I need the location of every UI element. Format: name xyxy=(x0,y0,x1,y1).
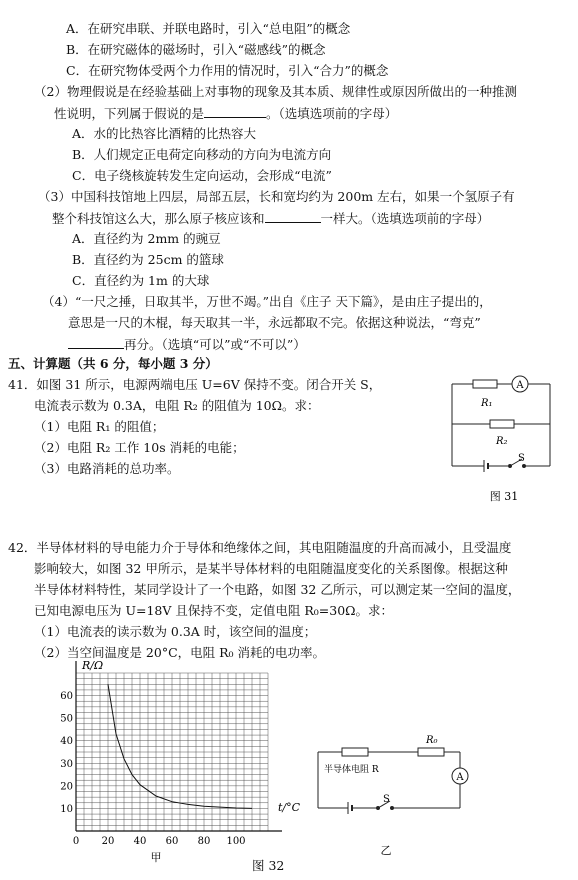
q2-option-b: B．人们规定正电荷定向移动的方向为电流方向 xyxy=(72,147,332,162)
y-tick-label: 10 xyxy=(60,803,73,815)
y-tick-label: 60 xyxy=(60,691,73,703)
y-tick-label: 30 xyxy=(60,758,73,770)
section-title: 五、计算题（共 6 分，每小题 3 分） xyxy=(8,356,218,371)
q4-line3-text: 再分。（选填“可以”或“不可以”） xyxy=(124,337,306,352)
q41-sub2: （2）电阻 R₂ 工作 10s 消耗的电能； xyxy=(34,440,245,455)
q42-sub2: （2）当空间温度是 20°C，电阻 R₀ 消耗的电功率。 xyxy=(34,645,326,660)
q42-line2: 影响较大，如图 32 甲所示，是某半导体材料的电阻随温度变化的关系图像。根据这种 xyxy=(34,561,508,576)
ammeter-label: A xyxy=(516,380,524,391)
q3-stem-text-b: 一样大。（选填选项前的字母） xyxy=(320,211,490,226)
sub-figure-a-label: 甲 xyxy=(150,851,162,864)
x-tick-label: 0 xyxy=(72,836,80,847)
semiconductor-resistor xyxy=(342,748,368,756)
semiconductor-label: 半导体电阻 R xyxy=(324,765,379,775)
x-tick-label: 100 xyxy=(226,836,246,847)
q1-option-c: C．在研究物体受两个力作用的情况时，引入“合力”的概念 xyxy=(66,63,389,78)
q41-sub1: （1）电阻 R₁ 的阻值； xyxy=(34,419,165,434)
q2-answer-blank[interactable] xyxy=(204,105,266,118)
q42-line1: 42．半导体材料的导电能力介于导体和绝缘体之间，其电阻随温度的升高而减小，且受温度 xyxy=(8,540,512,555)
figure-32-caption: 图 32 xyxy=(252,858,285,873)
q42-sub1: （1）电流表的读示数为 0.3A 时，该空间的温度； xyxy=(34,624,317,639)
r1-label: R₁ xyxy=(481,398,493,409)
q4-line1: （4）“一尺之捶，日取其半，万世不竭。”出自《庄子 天下篇》，是由庄子提出的， xyxy=(42,294,492,309)
chart-axes xyxy=(76,661,282,831)
figure-31-circuit xyxy=(440,370,565,510)
q3-stem-line1: （3）中国科技馆地上四层，局部五层，长和宽均约为 200m 左右，如果一个氢原子有 xyxy=(38,189,515,204)
y-tick-label: 50 xyxy=(60,713,73,725)
x-tick-label: 80 xyxy=(197,836,211,847)
figure-32-chart xyxy=(50,655,300,865)
y-tick-label: 40 xyxy=(60,736,73,748)
q3-answer-blank[interactable] xyxy=(265,210,321,223)
q2-option-c: C．电子绕核旋转发生定向运动，会形成“电流” xyxy=(72,168,332,183)
r2-label: R₂ xyxy=(496,436,508,447)
r0-label: R₀ xyxy=(426,735,438,746)
q1-option-a: A．在研究串联、并联电路时，引入“总电阻”的概念 xyxy=(66,21,351,36)
sub-figure-b-label: 乙 xyxy=(380,844,392,857)
q2-stem-text-a: 性说明，下列属于假说的是 xyxy=(54,106,205,121)
x-tick-label: 20 xyxy=(101,836,115,847)
q1-option-b: B．在研究磁体的磁场时，引入“磁感线”的概念 xyxy=(66,42,326,57)
q2-stem-text-b: 。（选填选项前的字母） xyxy=(266,106,398,121)
x-axis-label: t/°C xyxy=(278,801,300,814)
q3-stem-line2 xyxy=(52,210,489,227)
q2-stem-line1: （2）物理假说是在经验基础上对事物的现象及其本质、规律性或原因所做出的一种推测 xyxy=(34,84,517,99)
chart-grid xyxy=(76,673,268,831)
q4-answer-blank[interactable] xyxy=(68,336,124,349)
x-tick-label: 40 xyxy=(133,836,147,847)
r0-resistor xyxy=(418,748,444,756)
q42-line3: 半导体材料特性，某同学设计了一个电路，如图 32 乙所示，可以测定某一空间的温度， xyxy=(34,582,521,597)
y-axis-label: R/Ω xyxy=(82,659,104,672)
q42-line4: 已知电源电压为 U=18V 且保持不变，定值电阻 R₀=30Ω。求： xyxy=(34,603,394,618)
switch-label: S xyxy=(518,453,525,464)
q41-line2: 电流表示数为 0.3A，电阻 R₂ 的阻值为 10Ω。求： xyxy=(34,398,320,413)
q3-stem-text-a: 整个科技馆这么大，那么原子核应该和 xyxy=(52,211,265,226)
figure-32-circuit xyxy=(310,730,470,860)
figure-31-caption: 图 31 xyxy=(489,490,519,503)
switch-label: S xyxy=(383,794,390,805)
q2-stem-line2 xyxy=(54,105,397,122)
r2-resistor xyxy=(490,420,514,428)
q4-line3 xyxy=(68,336,306,353)
q41-sub3: （3）电路消耗的总功率。 xyxy=(34,461,180,476)
y-tick-label: 20 xyxy=(60,781,73,793)
ammeter-label: A xyxy=(456,772,464,783)
q2-option-a: A．水的比热容比酒精的比热容大 xyxy=(72,126,257,141)
x-tick-label: 60 xyxy=(165,836,179,847)
r1-resistor xyxy=(473,380,497,388)
q3-option-c: C．直径约为 1m 的大球 xyxy=(72,273,210,288)
q3-option-b: B．直径约为 25cm 的篮球 xyxy=(72,252,224,267)
q3-option-a: A．直径约为 2mm 的豌豆 xyxy=(72,231,221,246)
q4-line2: 意思是一尺的木棍，每天取其一半，永远都取不完。依据这种说法，“弯克” xyxy=(68,315,481,330)
q41-line1: 41．如图 31 所示，电源两端电压 U=6V 保持不变。闭合开关 S， xyxy=(8,377,382,392)
